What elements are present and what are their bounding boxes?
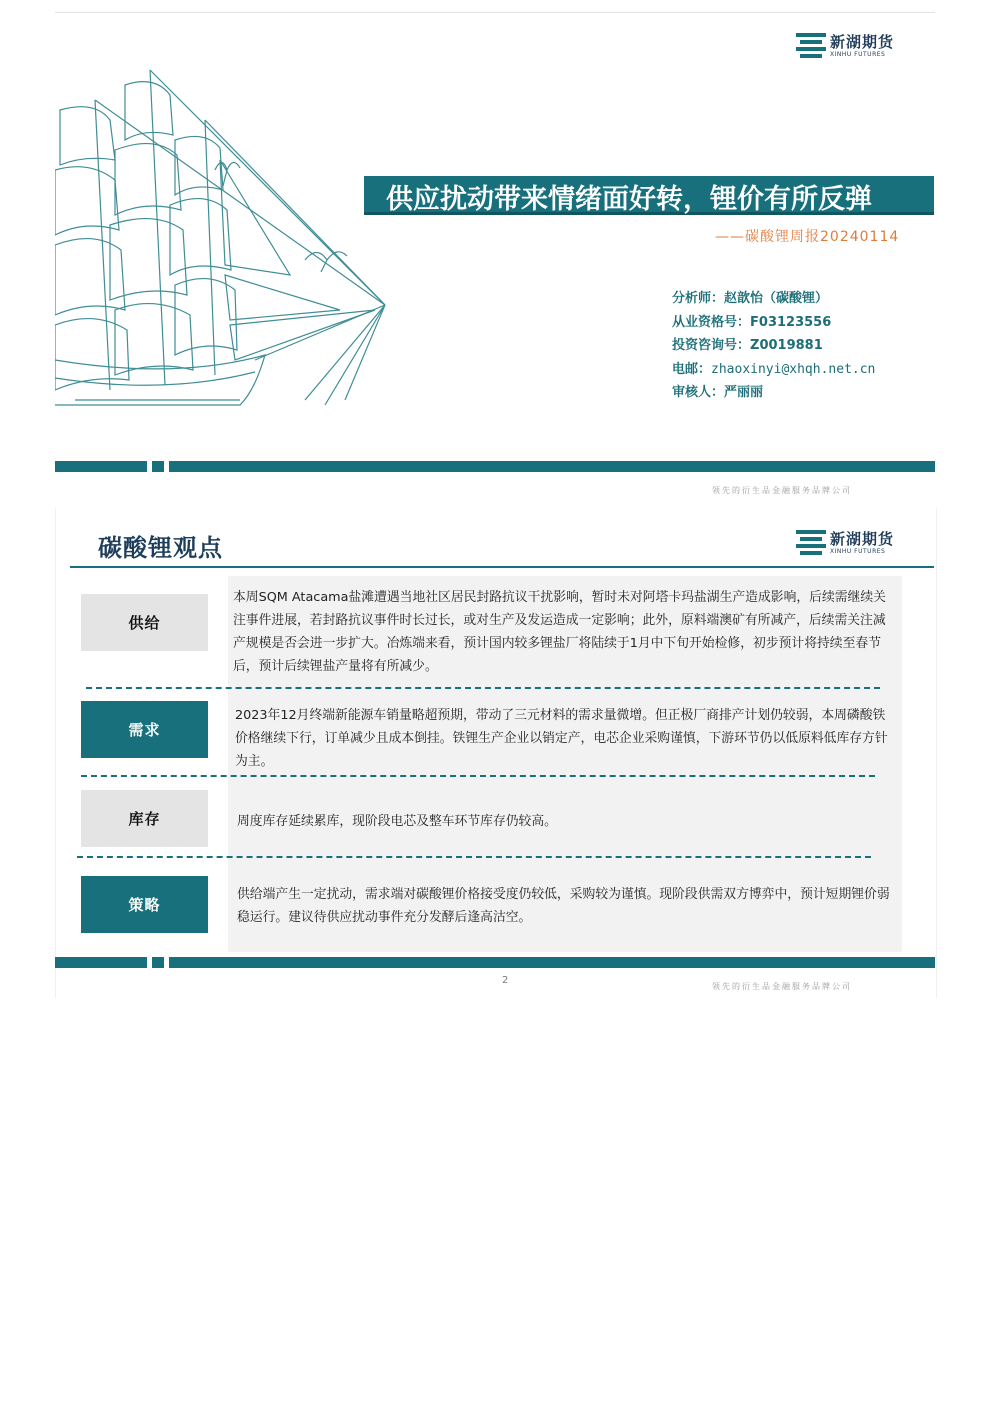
analyst-info bbox=[672, 287, 875, 405]
row-text-supply: 本周SQM Atacama盐滩遭遇当地社区居民封路抗议干扰影响，暂时未对阿塔卡玛盐湖生产造成影响，后续需继续关注事件进展，若封路抗议事件时长过长，或对生产及发运造成一定影响；此外，原料端澳矿有所减产，后续需关注减产规模是否会进一步扩大。冶炼端来看，预计国内较多锂盐厂将陆续于1月中下旬开始检修，初步预计将持续至春节后，预计后续锂盐产量将有所减少。 bbox=[233, 590, 886, 674]
row-divider bbox=[81, 775, 875, 777]
sailing-ship-illustration bbox=[55, 60, 395, 440]
info-analyst: 分析师：赵歆怡（碳酸锂） bbox=[672, 291, 829, 306]
slide2-bottom-band bbox=[55, 957, 935, 968]
row-text-demand: 2023年12月终端新能源车销量略超预期，带动了三元材料的需求量微增。但正极厂商排产计划仍较弱，本周磷酸铁价格继续下行，订单减少且成本倒挂。铁锂生产企业以销定产，电芯企业采购谨慎，下游环节仍以低原料低库存方针为主。 bbox=[235, 708, 888, 769]
row-text-inventory: 周度库存延续累库，现阶段电芯及整车环节库存仍较高。 bbox=[237, 814, 557, 829]
section-title-underline bbox=[70, 566, 934, 568]
info-email: 电邮：zhaoxinyi@xhqh.net.cn bbox=[672, 361, 876, 377]
row-label-inventory: 库存 bbox=[81, 790, 208, 847]
info-consulting-no: 投资咨询号：Z0019881 bbox=[672, 338, 823, 353]
xinhu-futures-logo bbox=[796, 33, 894, 59]
info-reviewer: 审核人：严丽丽 bbox=[672, 385, 764, 400]
xinhu-futures-logo-2 bbox=[796, 530, 894, 556]
row-text-strategy: 供给端产生一定扰动，需求端对碳酸锂价格接受度仍较低，采购较为谨慎。现阶段供需双方博弈中，预计短期锂价弱稳运行。建议待供应扰动事件充分发酵后逢高沽空。 bbox=[237, 887, 890, 925]
slide2-footer-tagline: 领先的衍生品金融服务品牌公司 bbox=[712, 982, 852, 991]
row-divider bbox=[86, 687, 880, 689]
report-title: 供应扰动带来情绪面好转，锂价有所反弹 bbox=[386, 184, 872, 215]
cover-footer-tagline: 领先的衍生品金融服务品牌公司 bbox=[712, 486, 852, 495]
logo-english-name: XINHU FUTURES bbox=[830, 50, 886, 58]
logo-english-name: XINHU FUTURES bbox=[830, 547, 886, 555]
page-number: 2 bbox=[502, 975, 509, 986]
row-label-demand: 需求 bbox=[81, 701, 208, 758]
cover-bottom-band bbox=[55, 461, 935, 472]
logo-chinese-name: 新湖期货 bbox=[830, 32, 895, 51]
section-title: 碳酸锂观点 bbox=[98, 534, 223, 562]
xinhu-logo-mark-icon bbox=[796, 33, 826, 59]
cover-top-rule bbox=[55, 12, 935, 13]
row-divider bbox=[77, 856, 871, 858]
row-label-supply: 供给 bbox=[81, 594, 208, 651]
report-subtitle: ——碳酸锂周报20240114 bbox=[715, 229, 900, 245]
report-title-banner bbox=[364, 176, 934, 215]
row-label-strategy: 策略 bbox=[81, 876, 208, 933]
info-qualification: 从业资格号：F03123556 bbox=[672, 314, 832, 330]
logo-chinese-name: 新湖期货 bbox=[830, 529, 895, 548]
email-link[interactable]: zhaoxinyi@xhqh.net.cn bbox=[711, 361, 876, 377]
xinhu-logo-mark-icon bbox=[796, 530, 826, 556]
